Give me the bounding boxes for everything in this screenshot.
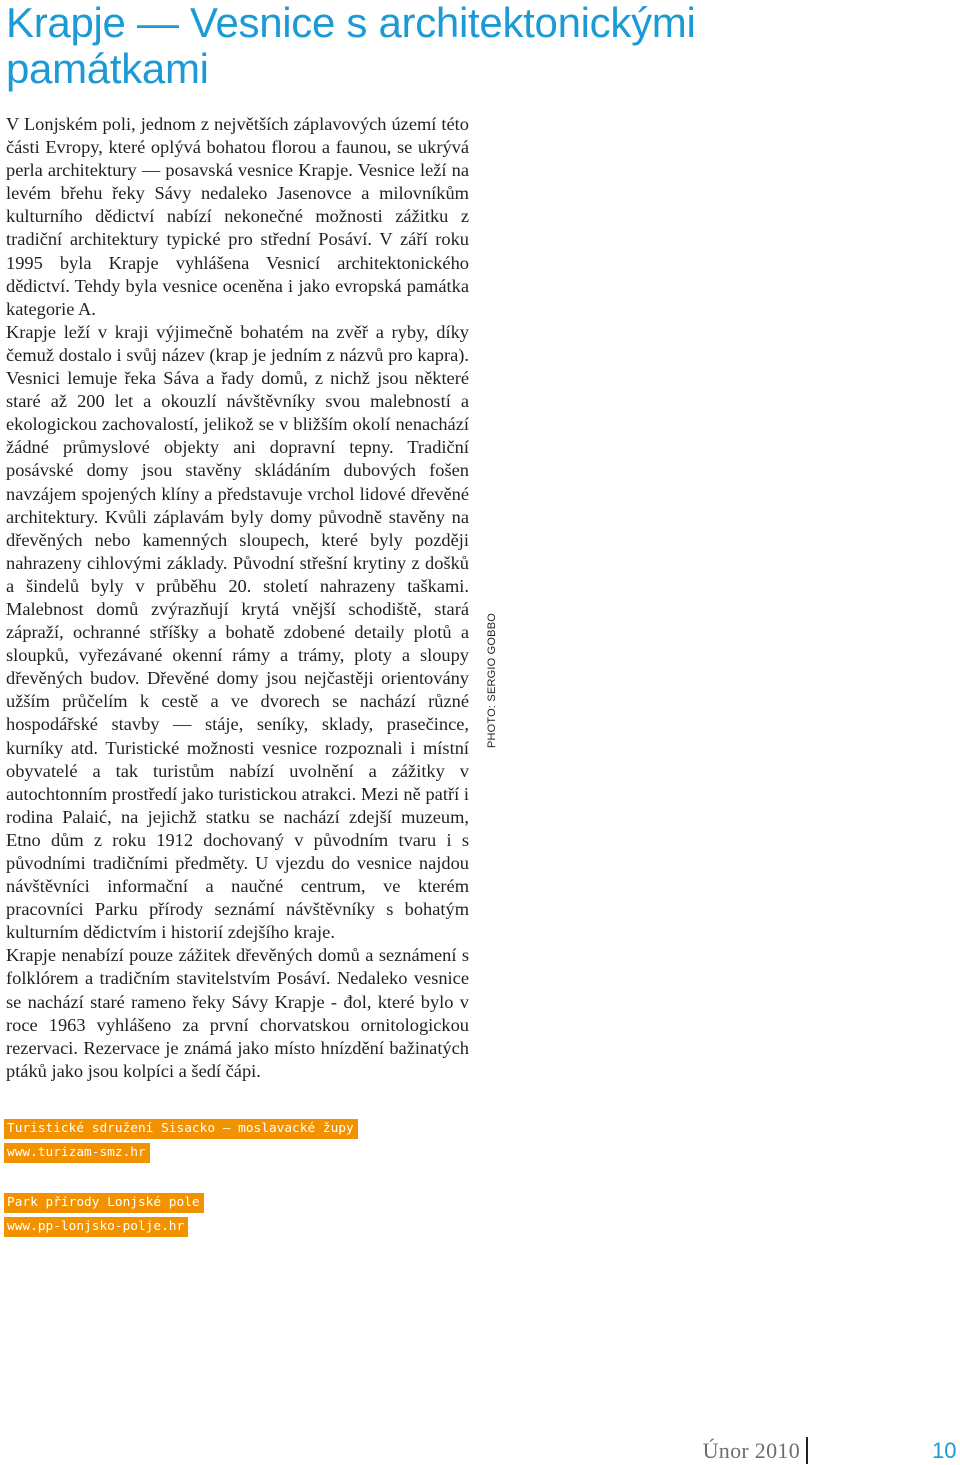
website-link-pp-lonjsko-polje[interactable]: www.pp-lonjsko-polje.hr bbox=[4, 1217, 188, 1237]
footer-divider bbox=[806, 1437, 808, 1464]
website-link-turizam-smz[interactable]: www.turizam-smz.hr bbox=[4, 1143, 150, 1163]
article-paragraph: Krapje leží v kraji výjimečně bohatém na zvěř a ryby, díky čemuž dostalo i svůj název (krap je jedním z názvů pro kapra). Vesnici lemuje řeka Sáva a řady domů, z nichž jsou některé staré až 200 let a okouzlí návštěvníky svou malebností a ekologickou zachovalostí, jelikož se v bližším okolí nenachází žádné průmyslové objekty ani dopravní tepny. Tradiční posávské domy jsou stavěny skládáním dubových fošen navzájem spojených klíny a představuje vrchol lidové dřevěné architektury. Kvůli záplavám byly domy původně stavěny na dřevěných nebo kamenných sloupech, které byly později nahrazeny cihlovými základy. Původní střešní krytiny z došků a šindelů byly v průběhu 20. století nahrazeny taškami. Malebnost domů zvýrazňují krytá vnější schodiště, stará zápraží, ochranné stříšky a bohatě zdobené detaily plotů a sloupků, vyřezávané okenní rámy a trámy, ploty a sloupy dřevěných budov. Dřevěné domy jsou nejčastěji orientovány užším průčelím k cestě a ve dvorech se nachází různé hospodářské stavby — stáje, seníky, sklady, prasečince, kurníky atd. Turistické možnosti vesnice rozpoznali i místní obyvatelé a tak turistům nabízí uvolnění a zážitky v autochtonním prostředí jako turistickou atrakci. Mezi ně patří i rodina Palaić, na jejichž statku se nachází zdejší muzeum, Etno dům z roku 1912 dochovaný v původním tvaru i s původními tradičními předměty. U vjezdu do vesnice najdou návštěvníci informační a naučné centrum, ve kterém pracovníci Parku přírody seznámí návštěvníky s bohatým kulturním dědictvím i historií zdejšího kraje. bbox=[6, 321, 469, 943]
organization-link-nature-park[interactable]: Park přírody Lonjské pole bbox=[4, 1193, 204, 1213]
photo-credit: PHOTO: SERGIO GOBBO bbox=[486, 612, 498, 748]
issue-date: Únor 2010 bbox=[702, 1438, 800, 1463]
article-paragraph: Krapje nenabízí pouze zážitek dřevěných domů a seznámení s folklórem a tradičním stavitelstvím Posáví. Nedaleko vesnice se nachází staré rameno řeky Sávy Krapje - đol, které bylo v roce 1963 vyhlášeno za první chorvatskou ornitologickou rezervaci. Rezervace je známá jako místo hnízdění bažinatých ptáků jako jsou kolpíci a šedí čápi. bbox=[6, 945, 469, 1081]
article-title: Krapje — Vesnice s architektonickými památkami bbox=[6, 0, 696, 92]
article-body bbox=[6, 113, 469, 1083]
article-paragraph: V Lonjském poli, jednom z největších záplavových území této části Evropy, které oplývá bohatou florou a faunou, se ukrývá perla architektury — posavská vesnice Krapje. Vesnice leží na levém břehu řeky Sávy nedaleko Jasenovce a milovníkům kulturního dědictví nabízí nekonečné možnosti zážitku z tradiční architektury typické pro střední Posáví. V září roku 1995 byla Krapje vyhlášena Vesnicí architektonického dědictví. Tehdy byla vesnice oceněna i jako evropská památka kategorie A. bbox=[6, 114, 469, 319]
organization-link-tourist-board[interactable]: Turistické sdružení Sisacko — moslavacké župy bbox=[4, 1119, 358, 1139]
page-number: 10 bbox=[932, 1438, 957, 1463]
